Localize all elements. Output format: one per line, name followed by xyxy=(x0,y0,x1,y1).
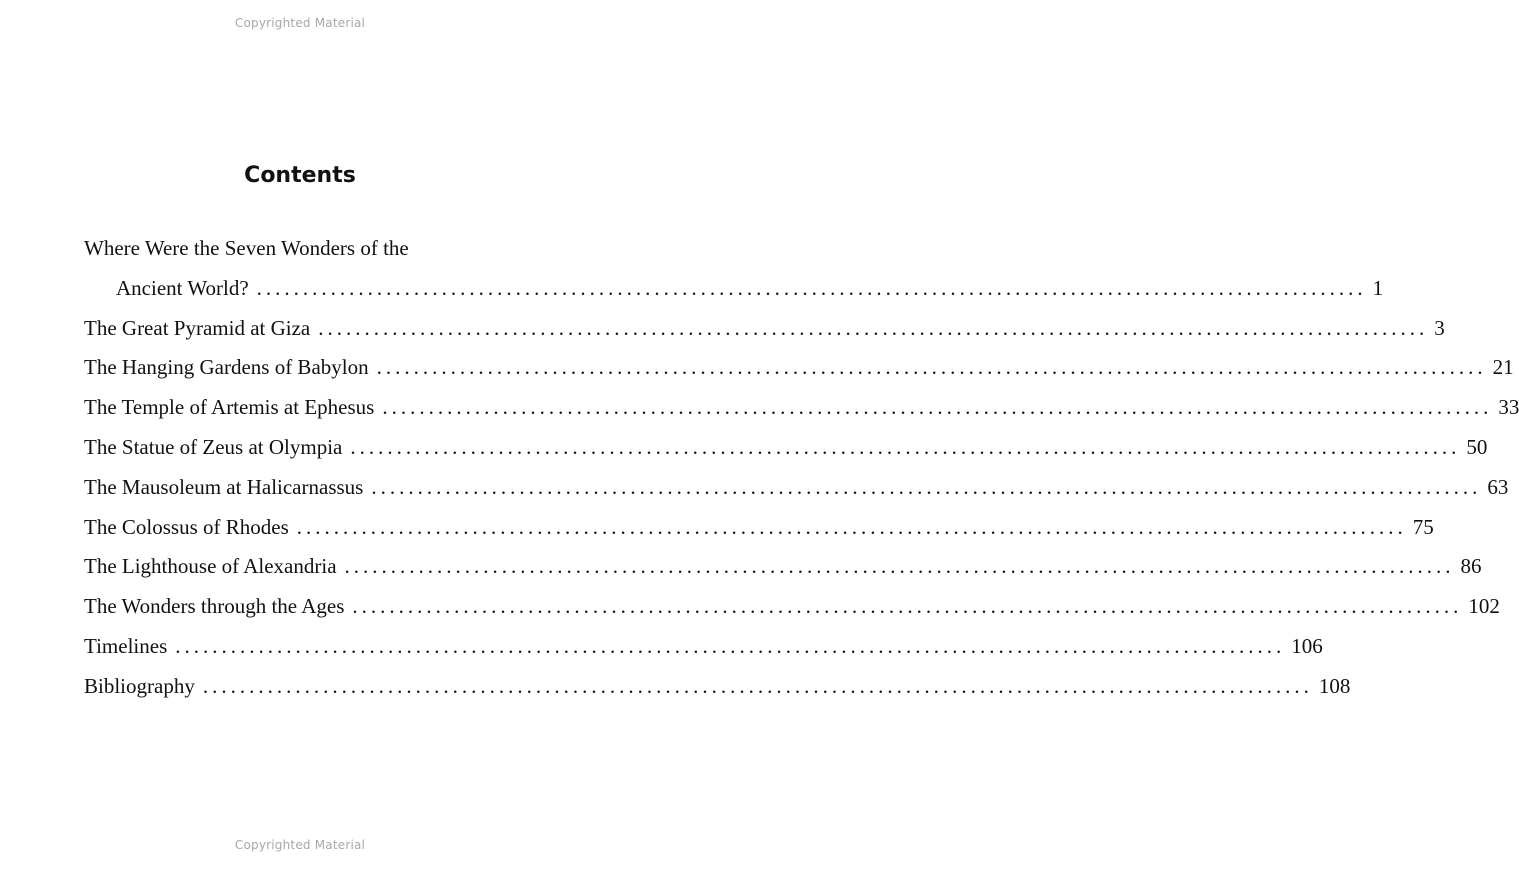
toc-entry-title: The Wonders through the Ages xyxy=(84,594,345,619)
watermark-top: Copyrighted Material xyxy=(234,16,366,30)
toc-entry-page: 75 xyxy=(1412,514,1434,539)
dot-leader: ........................................................................................................................ xyxy=(344,554,1455,579)
dot-leader: ........................................................................................................................ xyxy=(296,514,1407,539)
toc-entry-title: The Statue of Zeus at Olympia xyxy=(84,434,343,459)
toc-entry-title: The Hanging Gardens of Babylon xyxy=(84,355,369,380)
dot-leader: ........................................................................................................................ xyxy=(371,474,1482,499)
toc-entry[interactable] xyxy=(84,508,1434,548)
toc-entry[interactable] xyxy=(84,468,1509,508)
toc-entry-page: 108 xyxy=(1318,673,1351,698)
toc-entry[interactable] xyxy=(84,388,1519,428)
toc-entry-page: 102 xyxy=(1468,594,1500,619)
toc-entry-title-continued xyxy=(84,229,534,269)
toc-entry-page: 86 xyxy=(1460,554,1482,579)
toc-entry-title: Ancient World? xyxy=(116,275,249,300)
toc-entry[interactable] xyxy=(84,547,1482,587)
dot-leader: ........................................................................................................................ xyxy=(352,594,1463,619)
toc-entry-page: 63 xyxy=(1487,474,1509,499)
toc-entry-title: The Temple of Artemis at Ephesus xyxy=(84,395,375,420)
toc-entry[interactable] xyxy=(84,587,1500,627)
dot-leader: ........................................................................................................................ xyxy=(202,673,1313,698)
dot-leader: ........................................................................................................................ xyxy=(318,315,1429,340)
toc-entry[interactable] xyxy=(84,428,1488,468)
toc-entry-page: 21 xyxy=(1492,355,1514,380)
toc-entry[interactable] xyxy=(84,309,1445,349)
contents-heading: Contents xyxy=(244,163,356,188)
toc-entry-title: Timelines xyxy=(84,633,168,658)
dot-leader: ........................................................................................................................ xyxy=(256,275,1367,300)
table-of-contents xyxy=(84,229,1519,707)
toc-entry[interactable] xyxy=(84,269,1384,309)
toc-entry-page: 33 xyxy=(1498,395,1519,420)
toc-entry-title: The Lighthouse of Alexandria xyxy=(84,554,337,579)
toc-entry-page: 1 xyxy=(1372,275,1384,300)
toc-entry-title: Where Were the Seven Wonders of the xyxy=(84,236,409,260)
toc-entry-title: The Great Pyramid at Giza xyxy=(84,315,311,340)
toc-entry-page: 3 xyxy=(1434,315,1445,340)
dot-leader: ........................................................................................................................ xyxy=(175,633,1286,658)
dot-leader: ........................................................................................................................ xyxy=(350,434,1461,459)
dot-leader: ........................................................................................................................ xyxy=(376,355,1487,380)
toc-entry-page: 106 xyxy=(1291,633,1323,658)
watermark-bottom: Copyrighted Material xyxy=(234,838,366,852)
toc-entry-title: Bibliography xyxy=(84,673,195,698)
toc-entry-title: The Colossus of Rhodes xyxy=(84,514,289,539)
toc-entry-title: The Mausoleum at Halicarnassus xyxy=(84,474,364,499)
toc-entry[interactable] xyxy=(84,627,1323,667)
toc-entry[interactable] xyxy=(84,348,1514,388)
toc-entry[interactable] xyxy=(84,667,1351,707)
dot-leader: ........................................................................................................................ xyxy=(382,395,1493,420)
toc-entry-page: 50 xyxy=(1466,434,1488,459)
